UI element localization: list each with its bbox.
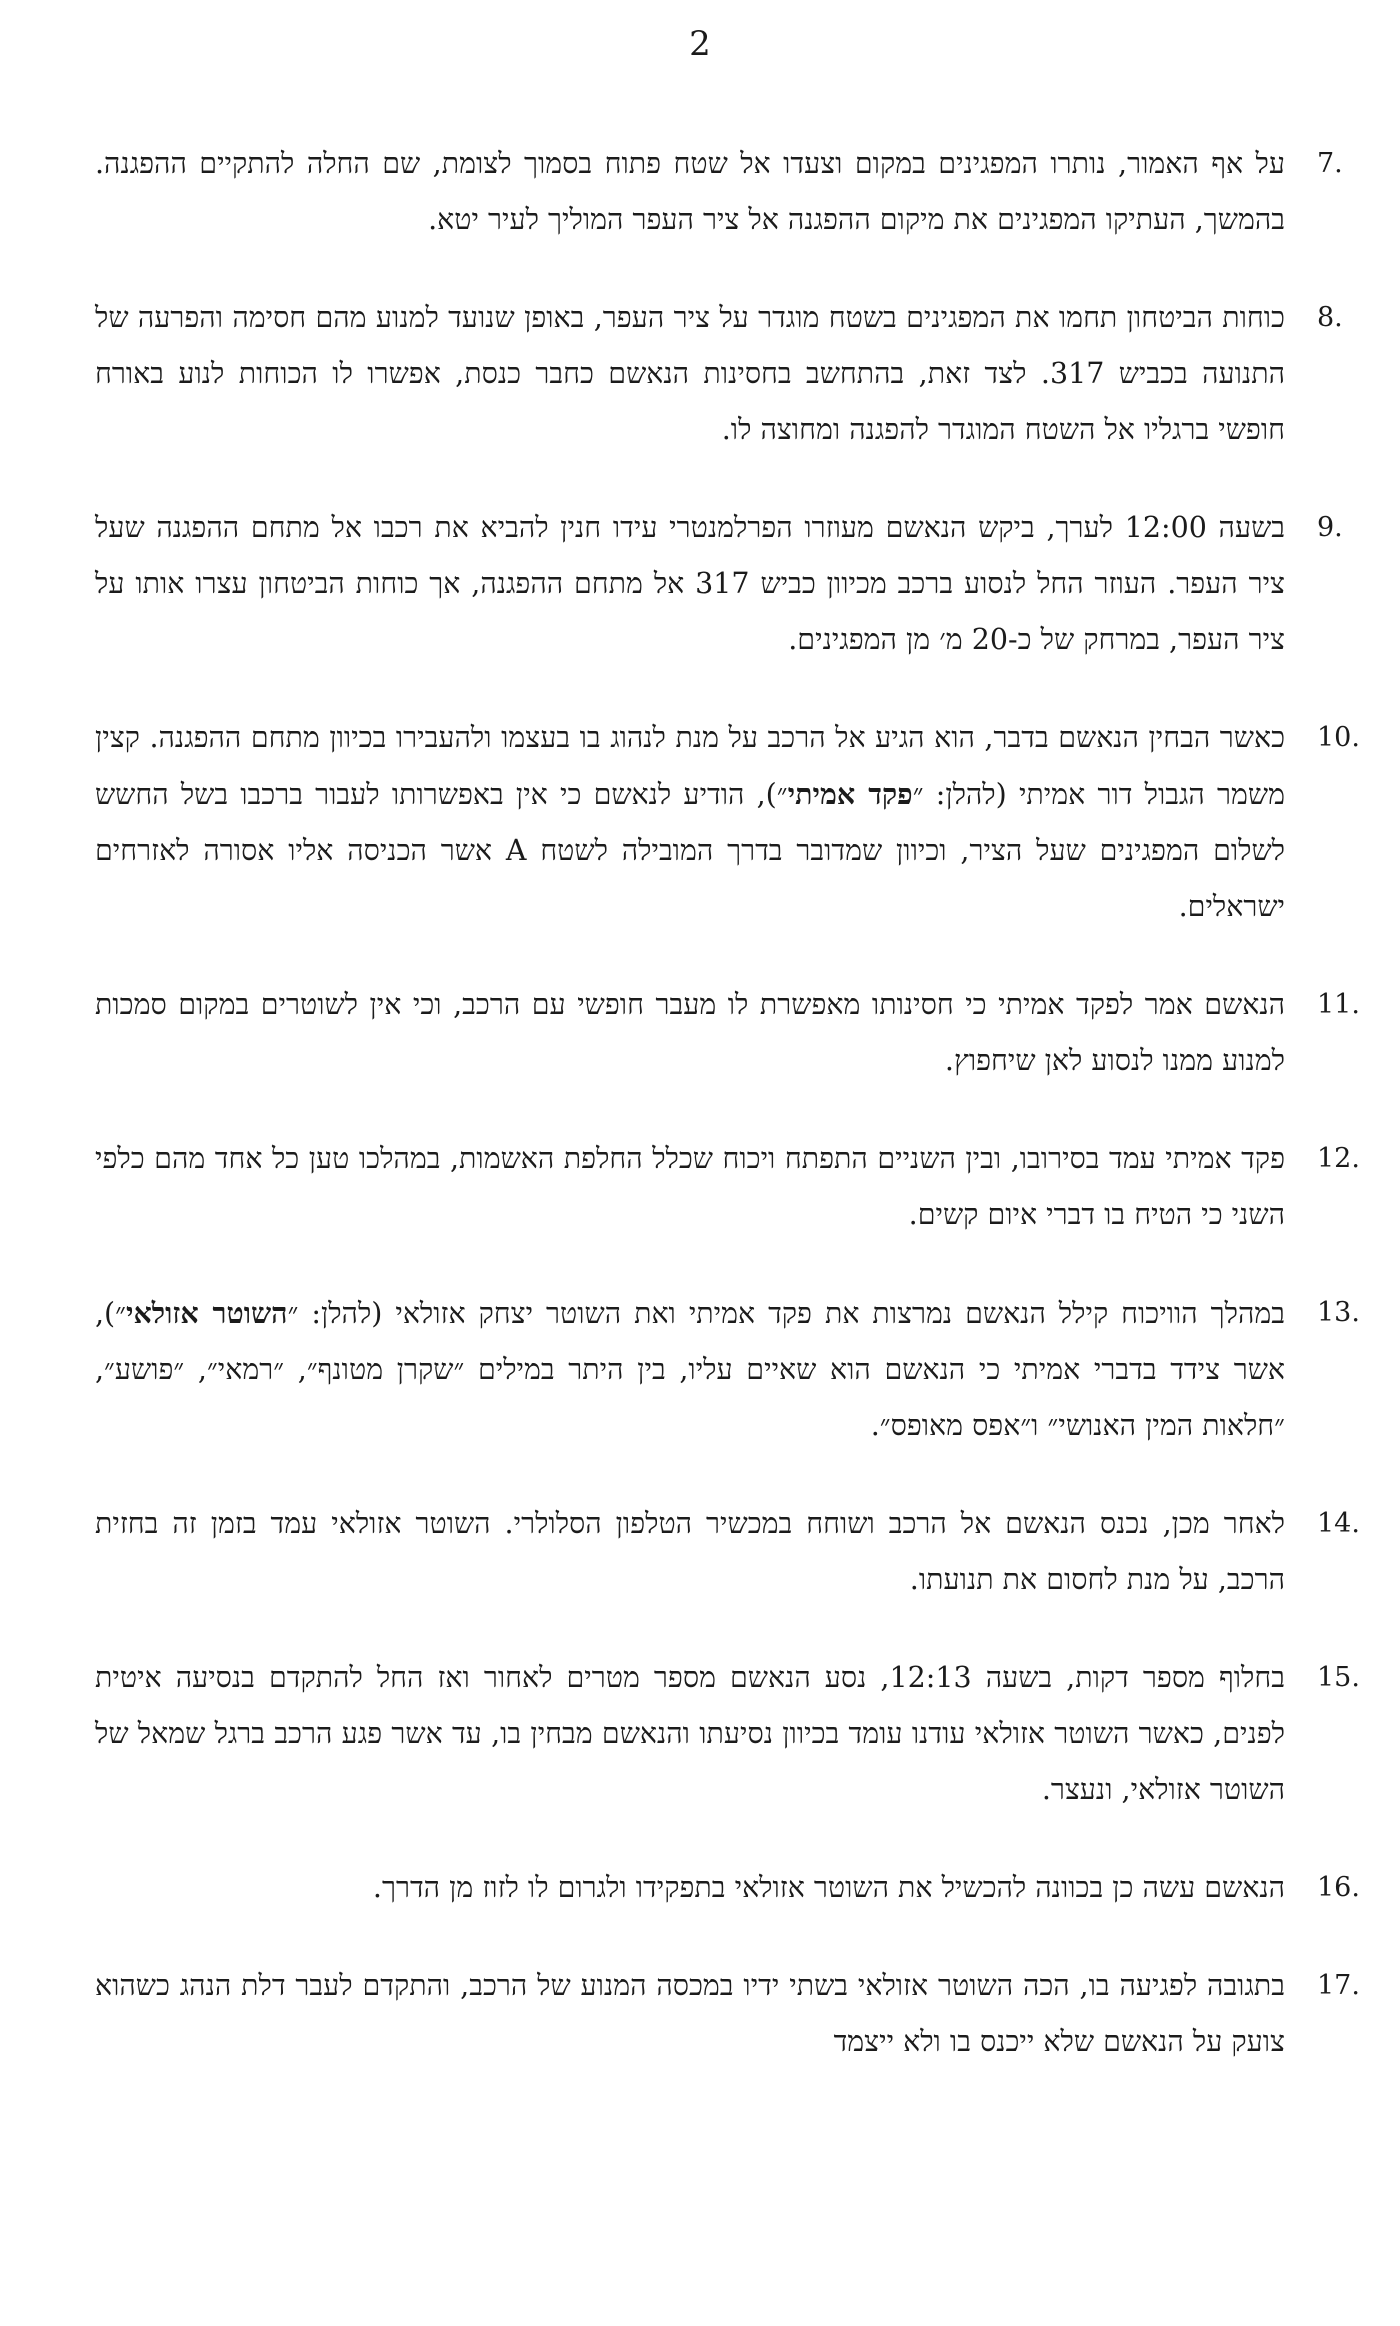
paragraph-item-16 (95, 1860, 1360, 1916)
paragraph-item-13 (95, 1285, 1360, 1454)
paragraph-number: 12. (1317, 1143, 1360, 1174)
paragraph-item-10 (95, 710, 1360, 935)
paragraph-number: 7. (1317, 148, 1343, 179)
paragraph-text-part: ״), אשר צידד בדברי אמיתי כי הנאשם הוא שאיים עליו, בין היתר במילים ״שקרן מטונף״, ״רמאי״, ״פושע״, ״חלאות המין האנושי״ ו״אפס מאופס״. (95, 1297, 1285, 1442)
paragraph-number: 8. (1317, 302, 1343, 333)
paragraph-text: על אף האמור, נותרו המפגינים במקום וצעדו אל שטח פתוח בסמוך לצומת, שם החלה להתקיים ההפגנה. בהמשך, העתיקו המפגינים את מיקום ההפגנה אל ציר העפר המוליך לעיר יטא. (95, 147, 1285, 236)
paragraph-item-17 (95, 1958, 1360, 2070)
paragraph-item-14 (95, 1496, 1360, 1608)
paragraph-text: בחלוף מספר דקות, בשעה 12:13, נסע הנאשם מספר מטרים לאחור ואז החל להתקדם בנסיעה איטית לפנים, כאשר השוטר אזולאי עודנו עומד בכיוון נסיעתו והנאשם מבחין בו, עד אשר פגע הרכב ברגל שמאל של השוטר אזולאי, ונעצר. (95, 1661, 1286, 1806)
paragraph-text: לאחר מכן, נכנס הנאשם אל הרכב ושוחח במכשיר הטלפון הסלולרי. השוטר אזולאי עמד בזמן זה בחזית הרכב, על מנת לחסום את תנועתו. (95, 1507, 1285, 1596)
paragraph-number: 11. (1317, 989, 1360, 1020)
paragraph-item-7 (95, 136, 1343, 248)
paragraph-number: 13. (1317, 1297, 1360, 1328)
paragraph-item-12 (95, 1131, 1360, 1243)
paragraph-item-8 (95, 290, 1343, 458)
paragraph-number: 16. (1317, 1872, 1360, 1903)
paragraph-text: הנאשם אמר לפקד אמיתי כי חסינותו מאפשרת לו מעבר חופשי עם הרכב, וכי אין לשוטרים במקום סמכות למנוע ממנו לנסוע לאן שיחפוץ. (95, 988, 1285, 1077)
defined-term-bold: השוטר אזולאי (126, 1296, 288, 1330)
paragraph-text: הנאשם עשה כן בכוונה להכשיל את השוטר אזולאי בתפקידו ולגרום לו לזוז מן הדרך. (372, 1871, 1285, 1904)
paragraph-text: כוחות הביטחון תחמו את המפגינים בשטח מוגדר על ציר העפר, באופן שנועד למנוע מהם חסימה והפרעה של התנועה בכביש 317. לצד זאת, בהתחשב בחסינות הנאשם כחבר כנסת, אפשרו לו הכוחות לנוע באורח חופשי ברגליו אל השטח המוגדר להפגנה ומחוצה לו. (95, 301, 1285, 446)
paragraph-text (95, 1285, 1285, 1454)
paragraph-number: 10. (1317, 722, 1360, 753)
paragraph-number: 14. (1317, 1508, 1360, 1539)
paragraph-text: פקד אמיתי עמד בסירובו, ובין השניים התפתח ויכוח שכלל החלפת האשמות, במהלכו טען כל אחד מהם כלפי השני כי הטיח בו דברי איום קשים. (95, 1142, 1285, 1231)
paragraph-number: 15. (1317, 1662, 1360, 1693)
page-number: 2 (689, 24, 711, 64)
paragraph-item-15 (95, 1650, 1360, 1818)
paragraph-text: בתגובה לפגיעה בו, הכה השוטר אזולאי בשתי ידיו במכסה המנוע של הרכב, והתקדם לעבר דלת הנהג כשהוא צועק על הנאשם שלא ייכנס בו ולא ייצמד (95, 1969, 1285, 2058)
paragraph-number: 17. (1317, 1970, 1360, 2001)
paragraph-item-9 (95, 500, 1343, 668)
paragraph-text-part: ״), הודיע לנאשם כי אין באפשרותו לעבור ברכבו בשל החשש לשלום המפגינים שעל הציר, וכיוון שמדובר בדרך המובילה לשטח A אשר הכניסה אליו אסורה לאזרחים ישראלים. (95, 778, 1285, 923)
paragraph-number: 9. (1317, 512, 1343, 543)
paragraph-text-part: במהלך הוויכוח קילל הנאשם נמרצות את פקד אמיתי ואת השוטר יצחק אזולאי (להלן: ״ (287, 1297, 1286, 1330)
paragraph-text: בשעה 12:00 לערך, ביקש הנאשם מעוזרו הפרלמנטרי עידו חנין להביא את רכבו אל מתחם ההפגנה שעל ציר העפר. העוזר החל לנסוע ברכב מכיוון כביש 317 אל מתחם ההפגנה, אך כוחות הביטחון עצרו אותו על ציר העפר, במרחק של כ-20 מ׳ מן המפגינים. (95, 511, 1285, 656)
numbered-paragraph-list (95, 136, 1360, 2112)
defined-term-bold: פקד אמיתי (787, 777, 913, 811)
paragraph-item-11 (95, 977, 1360, 1089)
paragraph-text (95, 710, 1285, 935)
paragraph-text-part: כאשר הבחין הנאשם בדבר, הוא הגיע אל הרכב על מנת לנהוג בו בעצמו ולהעבירו בכיוון מתחם ההפגנה. קצין משמר הגבול דור אמיתי (להלן: ״ (95, 721, 1285, 811)
